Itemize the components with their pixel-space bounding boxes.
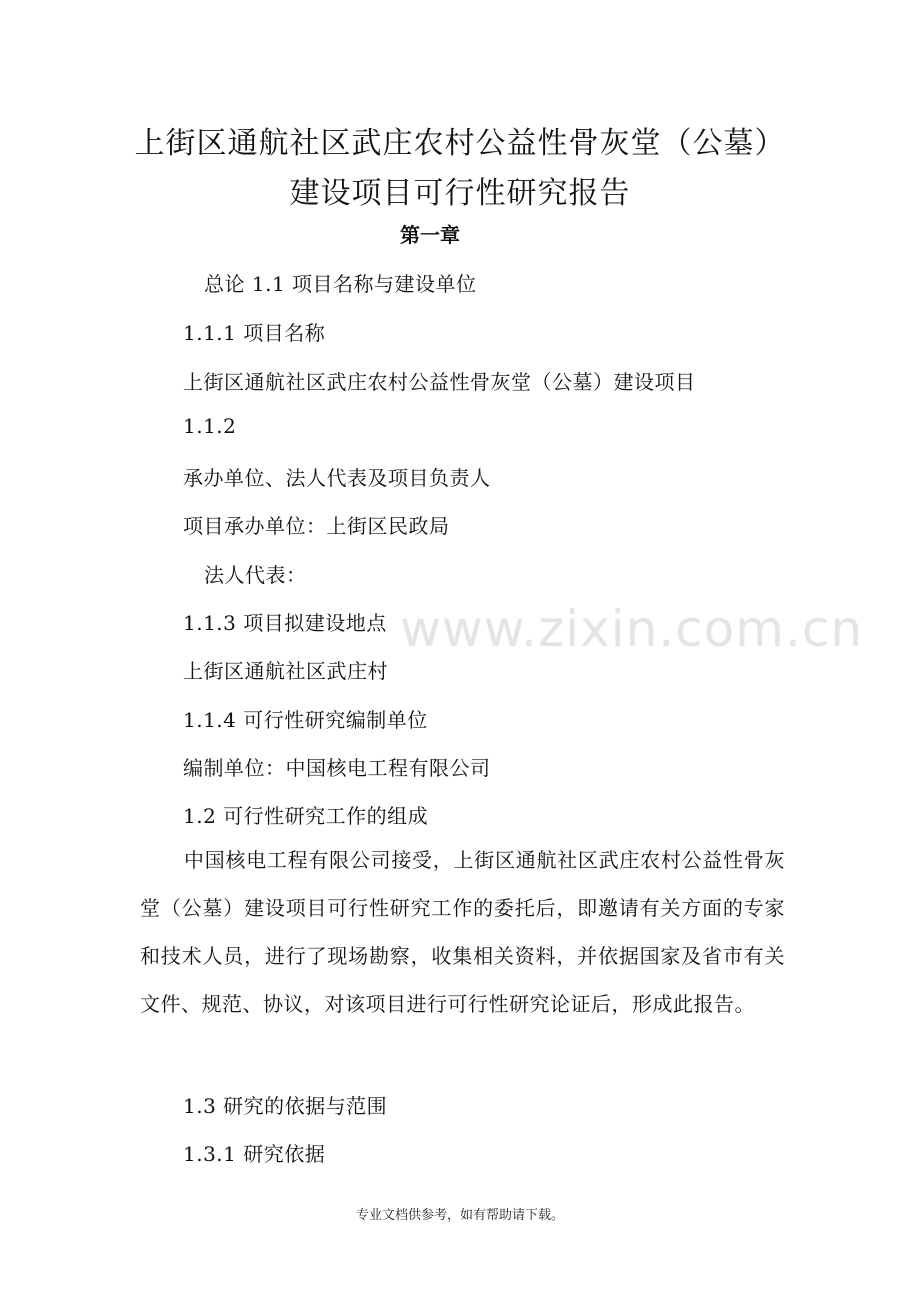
compiler-text: 编制单位：中国核电工程有限公司 [183, 756, 491, 780]
section-heading-1-3: 1.3 研究的依据与范围 [183, 1094, 388, 1118]
section-heading-1-1: 总论 1.1 项目名称与建设单位 [204, 272, 477, 296]
organizer-text: 项目承办单位：上街区民政局 [183, 514, 450, 538]
body-paragraph: 中国核电工程有限公司接受，上街区通航社区武庄农村公益性骨灰堂（公墓）建设项目可行性研究工作的委托后，即邀请有关方面的专家和技术人员，进行了现场勘察，收集相关资料，并依据国家及省市有关文件、规范、协议，对该项目进行可行性研究论证后，形成此报告。 [140, 848, 785, 1016]
project-name-text: 上街区通航社区武庄农村公益性骨灰堂（公墓）建设项目 [183, 370, 696, 394]
page-footer: 专业文档供参考，如有帮助请下载。 [355, 1208, 564, 1223]
section-heading-1-1-2: 1.1.2 [183, 414, 237, 438]
section-heading-1-1-1: 1.1.1 项目名称 [183, 321, 326, 345]
section-heading-1-1-4: 1.1.4 可行性研究编制单位 [183, 708, 428, 732]
chapter-heading: 第一章 [400, 223, 460, 247]
section-heading-1-1-2-title: 承办单位、法人代表及项目负责人 [183, 466, 491, 490]
location-text: 上街区通航社区武庄村 [183, 659, 388, 683]
section-heading-1-3-1: 1.3.1 研究依据 [183, 1142, 326, 1166]
document-title-line-1: 上街区通航社区武庄农村公益性骨灰堂（公墓） [134, 126, 786, 161]
section-heading-1-1-3: 1.1.3 项目拟建设地点 [183, 611, 387, 635]
section-heading-1-2: 1.2 可行性研究工作的组成 [183, 804, 429, 828]
legal-representative-text: 法人代表： [204, 563, 307, 587]
watermark-text: www.zixin.com.cn [400, 600, 864, 658]
document-title-line-2: 建设项目可行性研究报告 [289, 176, 631, 211]
